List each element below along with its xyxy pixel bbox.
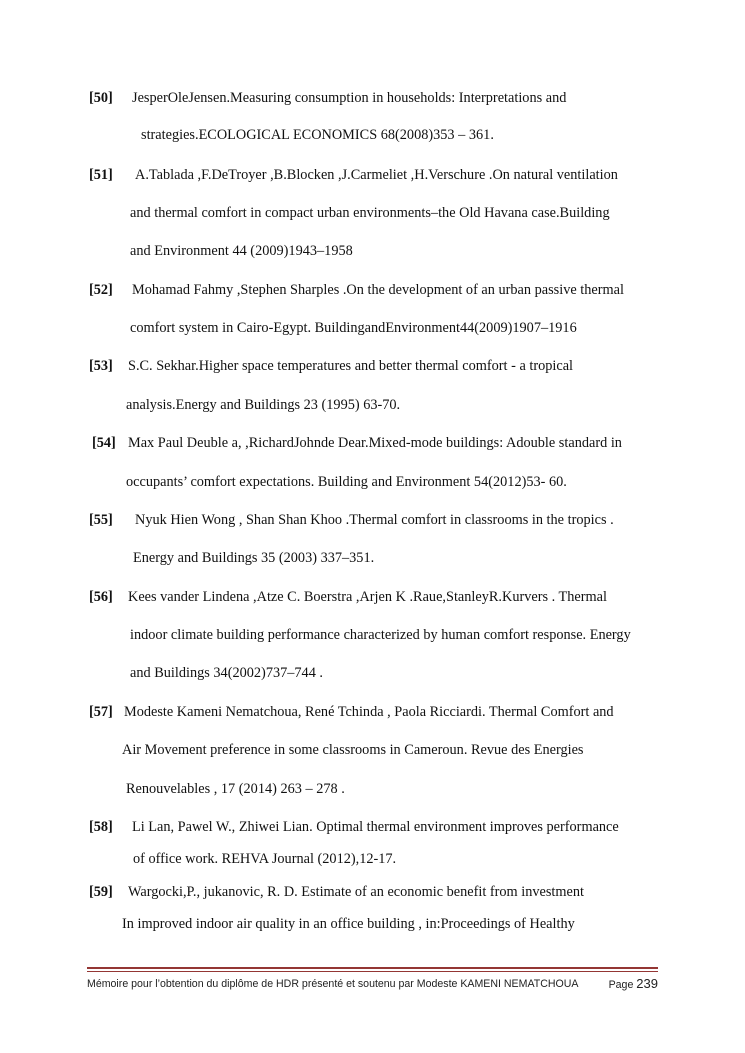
reference-number: [51]: [89, 167, 113, 183]
reference-text-line: Renouvelables , 17 (2014) 263 – 278 .: [126, 781, 345, 797]
reference-text-line: A.Tablada ,F.DeTroyer ,B.Blocken ,J.Carmeliet ,H.Verschure .On natural ventilation: [135, 167, 618, 183]
footer-rule-thin: [87, 971, 658, 972]
reference-number: [54]: [92, 435, 116, 451]
reference-text-line: Li Lan, Pawel W., Zhiwei Lian. Optimal thermal environment improves performance: [132, 819, 619, 835]
reference-text-line: indoor climate building performance characterized by human comfort response. Energy: [130, 627, 631, 643]
reference-text-line: Nyuk Hien Wong , Shan Shan Khoo .Thermal comfort in classrooms in the tropics .: [135, 512, 614, 528]
reference-text-line: Max Paul Deuble a, ,RichardJohnde Dear.Mixed-mode buildings: Adouble standard in: [128, 435, 622, 451]
footer-page-label: Page: [608, 979, 634, 991]
reference-number: [53]: [89, 358, 113, 374]
reference-text-line: In improved indoor air quality in an office building , in:Proceedings of Healthy: [122, 916, 575, 932]
reference-text-line: comfort system in Cairo-Egypt. BuildingandEnvironment44(2009)1907–1916: [130, 320, 577, 336]
reference-text-line: Modeste Kameni Nematchoua, René Tchinda , Paola Ricciardi. Thermal Comfort and: [124, 704, 614, 720]
reference-text-line: analysis.Energy and Buildings 23 (1995) 63-70.: [126, 397, 401, 413]
reference-text-line: JesperOleJensen.Measuring consumption in households: Interpretations and: [132, 90, 567, 106]
reference-number: [57]: [89, 704, 113, 720]
reference-text-line: occupants’ comfort expectations. Building and Environment 54(2012)53- 60.: [126, 474, 567, 490]
reference-number: [56]: [89, 589, 113, 605]
reference-text-line: strategies.ECOLOGICAL ECONOMICS 68(2008)353 – 361.: [141, 127, 494, 143]
footer-rule-thick: [87, 967, 658, 969]
footer-text: Mémoire pour l’obtention du diplôme de HDR présenté et soutenu par Modeste KAMENI NEMATCHOUA: [87, 978, 579, 990]
reference-number: [55]: [89, 512, 113, 528]
page-number: 239: [636, 976, 658, 991]
reference-text-line: Wargocki,P., jukanovic, R. D. Estimate of an economic benefit from investment: [128, 884, 584, 900]
reference-text-line: and thermal comfort in compact urban environments–the Old Havana case.Building: [130, 205, 610, 221]
reference-number: [52]: [89, 282, 113, 298]
footer-page-number: [609, 975, 658, 994]
reference-number: [59]: [89, 884, 113, 900]
reference-number: [50]: [89, 90, 113, 106]
reference-text-line: Air Movement preference in some classrooms in Cameroun. Revue des Energies: [122, 742, 584, 758]
reference-text-line: and Buildings 34(2002)737–744 .: [130, 665, 324, 681]
reference-text-line: of office work. REHVA Journal (2012),12-17.: [133, 851, 397, 867]
reference-text-line: Energy and Buildings 35 (2003) 337–351.: [133, 550, 375, 566]
reference-text-line: S.C. Sekhar.Higher space temperatures and better thermal comfort - a tropical: [128, 358, 574, 374]
reference-number: [58]: [89, 819, 113, 835]
reference-text-line: Kees vander Lindena ,Atze C. Boerstra ,Arjen K .Raue,StanleyR.Kurvers . Thermal: [128, 589, 607, 605]
reference-text-line: and Environment 44 (2009)1943–1958: [130, 243, 353, 259]
reference-text-line: Mohamad Fahmy ,Stephen Sharples .On the development of an urban passive thermal: [132, 282, 624, 298]
